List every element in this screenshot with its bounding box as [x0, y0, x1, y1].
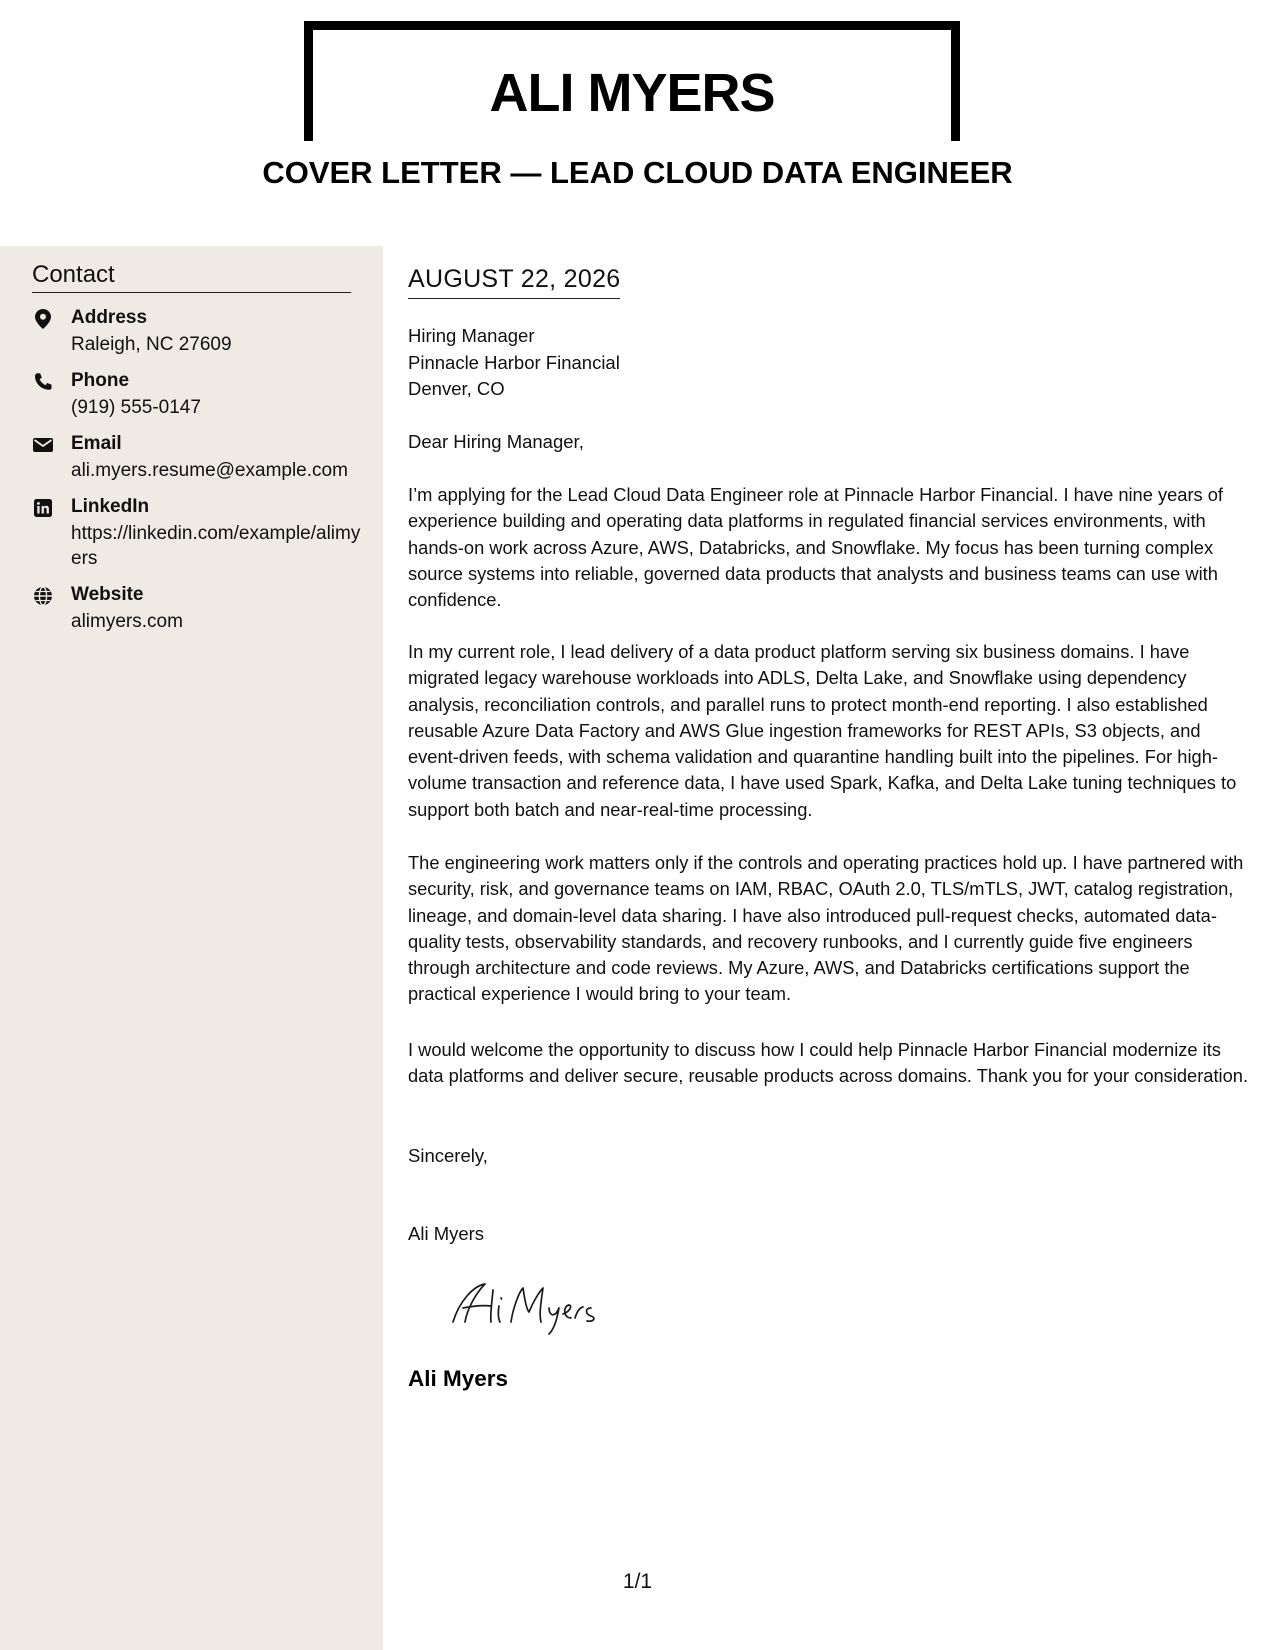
- body-paragraph: I would welcome the opportunity to discuss how I could help Pinnacle Harbor Financial modernize its data platforms and deliver secure, reusable products across domains. Thank you for your consideration.: [408, 1039, 1249, 1087]
- closing: Sincerely,: [408, 1145, 488, 1166]
- globe-icon: [32, 585, 54, 607]
- recipient-line: Pinnacle Harbor Financial: [408, 351, 620, 373]
- contact-label: Email: [71, 433, 122, 454]
- applicant-name: ALI MYERS: [489, 63, 775, 123]
- letter-date: AUGUST 22, 2026: [408, 263, 620, 299]
- salutation: Dear Hiring Manager,: [408, 431, 584, 452]
- recipient-block: [408, 323, 620, 403]
- contact-value: Raleigh, NC 27609: [71, 334, 232, 355]
- recipient-line: Denver, CO: [408, 378, 505, 399]
- body-paragraph: The engineering work matters only if the controls and operating practices hold up. I have partnered with security, risk, and governance teams on IAM, RBAC, OAuth 2.0, TLS/mTLS, JWT, catalog registration, lineage, and domain-level data sharing. I have also introduced pull-request checks, automated data-quality tests, observability standards, and recovery runbooks, and I currently guide five engineers through architecture and code reviews. My Azure, AWS, and Databricks certifications support the practical experience I would bring to your team.: [408, 852, 1244, 1005]
- phone-icon: [32, 371, 54, 393]
- contact-label: Phone: [71, 370, 130, 391]
- contact-value: https://linkedin.com/example/alimyers: [71, 523, 361, 569]
- contact-label: LinkedIn: [71, 496, 150, 517]
- contact-value: ali.myers.resume@example.com: [71, 460, 348, 481]
- signature-name: Ali Myers: [408, 1223, 485, 1244]
- document-title: COVER LETTER — LEAD CLOUD DATA ENGINEER: [200, 153, 1075, 193]
- contact-value: (919) 555-0147: [71, 397, 201, 418]
- linkedin-icon: [32, 497, 54, 519]
- page-number: 1/1: [622, 1570, 653, 1593]
- envelope-icon: [32, 434, 54, 456]
- contact-label: Website: [71, 584, 144, 605]
- location-pin-icon: [32, 308, 54, 330]
- body-paragraph: I’m applying for the Lead Cloud Data Engineer role at Pinnacle Harbor Financial. I have nine years of experience building and operating data platforms in regulated financial services environments, with hands-on work across Azure, AWS, Databricks, and Snowflake. My focus has been turning complex source systems into reliable, governed data products that analysts and business teams can use with confidence.: [408, 484, 1223, 611]
- signer-name: Ali Myers: [408, 1366, 509, 1391]
- contact-sidebar: [0, 246, 383, 1650]
- contact-value: alimyers.com: [71, 611, 183, 632]
- body-paragraph: In my current role, I lead delivery of a data product platform serving six business domains. I have migrated legacy warehouse workloads into ADLS, Delta Lake, and Snowflake using dependency analysis, reconciliation controls, and parallel runs to protect month-end reporting. I also established reusable Azure Data Factory and AWS Glue ingestion frameworks for REST APIs, S3 objects, and event-driven feeds, with schema validation and quarantine handling built into the pipelines. For high-volume transaction and reference data, I have used Spark, Kafka, and Delta Lake tuning techniques to support both batch and near-real-time processing.: [408, 641, 1237, 820]
- recipient-line: Hiring Manager: [408, 325, 535, 346]
- contact-heading: Contact: [32, 258, 351, 293]
- contact-label: Address: [71, 307, 148, 328]
- handwritten-signature: [445, 1272, 645, 1342]
